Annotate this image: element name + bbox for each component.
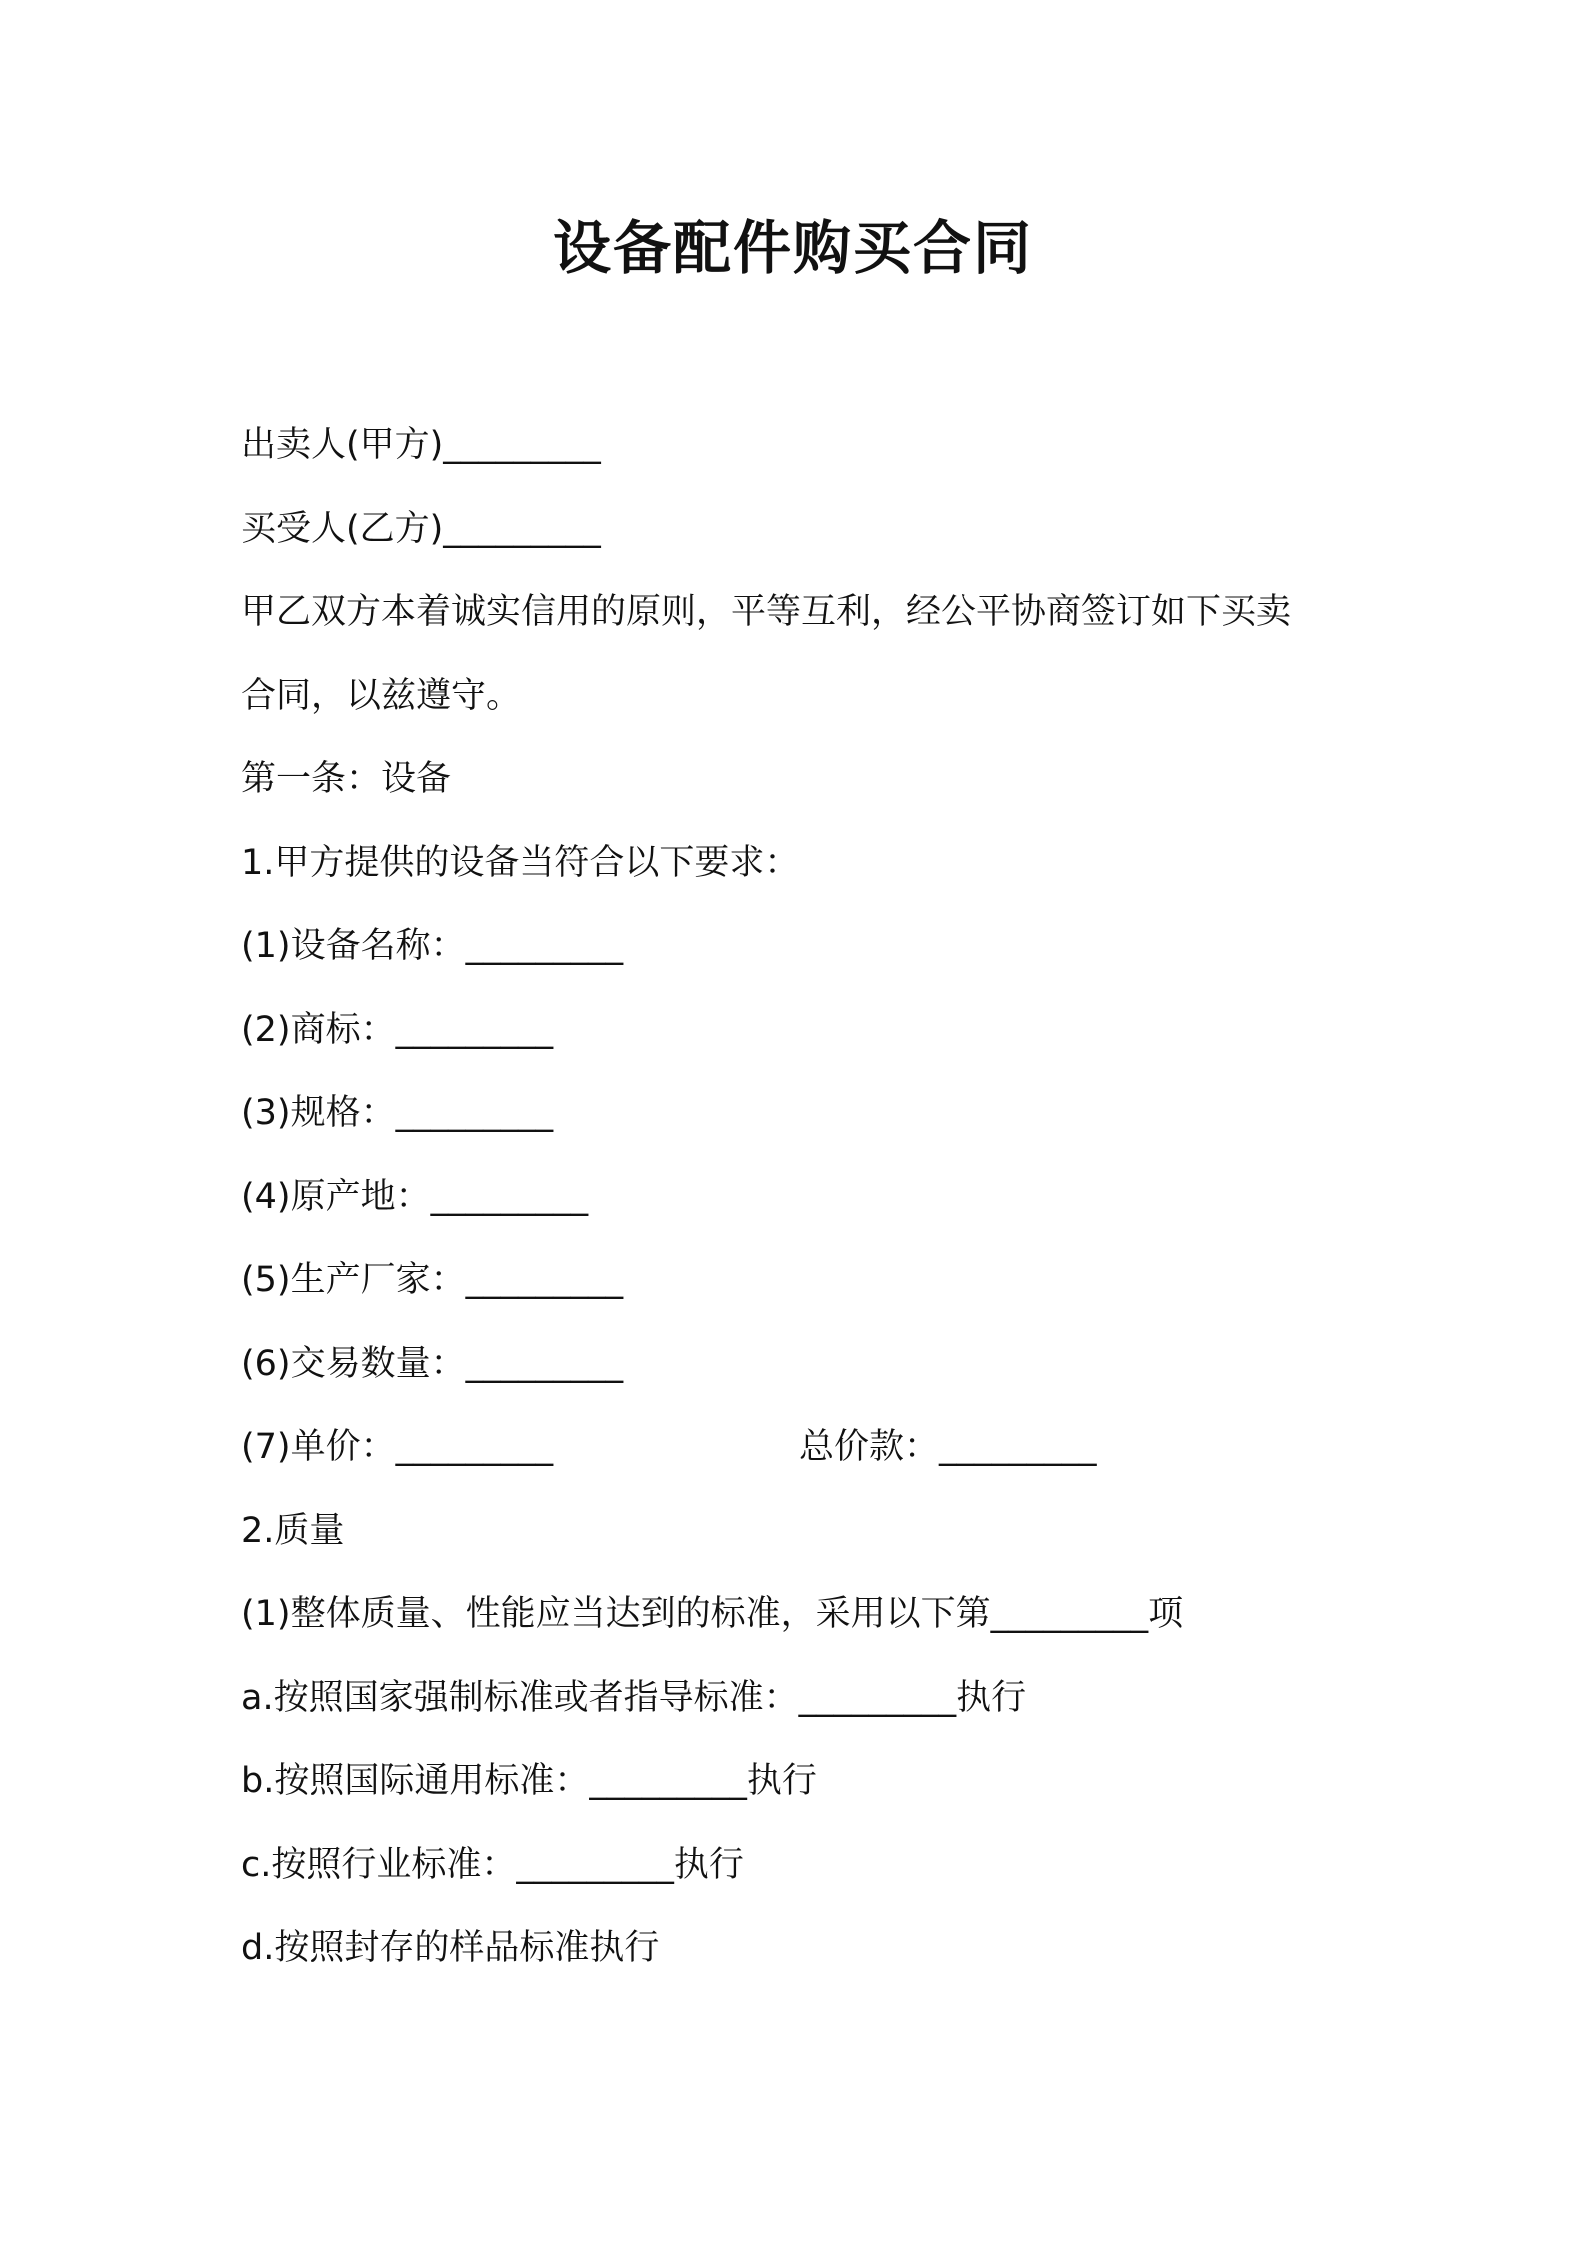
item-manufacturer: (5)生产厂家：_________ xyxy=(241,1260,624,1300)
item-specification: (3)规格：_________ xyxy=(241,1093,554,1133)
requirements-heading: 1.甲方提供的设备当符合以下要求： xyxy=(241,842,800,883)
document-body xyxy=(241,404,1381,1991)
seller-line: 出卖人(甲方)_________ xyxy=(241,425,601,465)
item-origin: (4)原产地：_________ xyxy=(241,1176,589,1217)
quality-option-c: c.按照行业标准：_________执行 xyxy=(241,1844,744,1885)
buyer-line: 买受人(乙方)_________ xyxy=(241,508,601,549)
item-total-price: 总价款：_________ xyxy=(799,1427,1097,1467)
quality-option-d: d.按照封存的样品标准执行 xyxy=(241,1928,660,1968)
intro-line-1: 甲乙双方本着诚实信用的原则，平等互利，经公平协商签订如下买卖 xyxy=(241,592,1292,632)
article-1-heading: 第一条：设备 xyxy=(241,759,452,799)
quality-standard-line: (1)整体质量、性能应当达到的标准，采用以下第_________项 xyxy=(241,1594,1184,1634)
quality-heading: 2.质量 xyxy=(241,1510,345,1551)
quality-option-b: b.按照国际通用标准：_________执行 xyxy=(241,1761,817,1801)
quality-option-a: a.按照国家强制标准或者指导标准：_________执行 xyxy=(241,1677,1027,1718)
item-equipment-name: (1)设备名称：_________ xyxy=(241,926,624,966)
item-trademark: (2)商标：_________ xyxy=(241,1009,554,1050)
item-price-row xyxy=(241,1406,1381,1490)
intro-line-2: 合同，以兹遵守。 xyxy=(241,675,522,716)
document-title: 设备配件购买合同 xyxy=(552,214,1033,282)
item-quantity: (6)交易数量：_________ xyxy=(241,1343,624,1384)
item-unit-price: (7)单价：_________ xyxy=(241,1427,554,1467)
